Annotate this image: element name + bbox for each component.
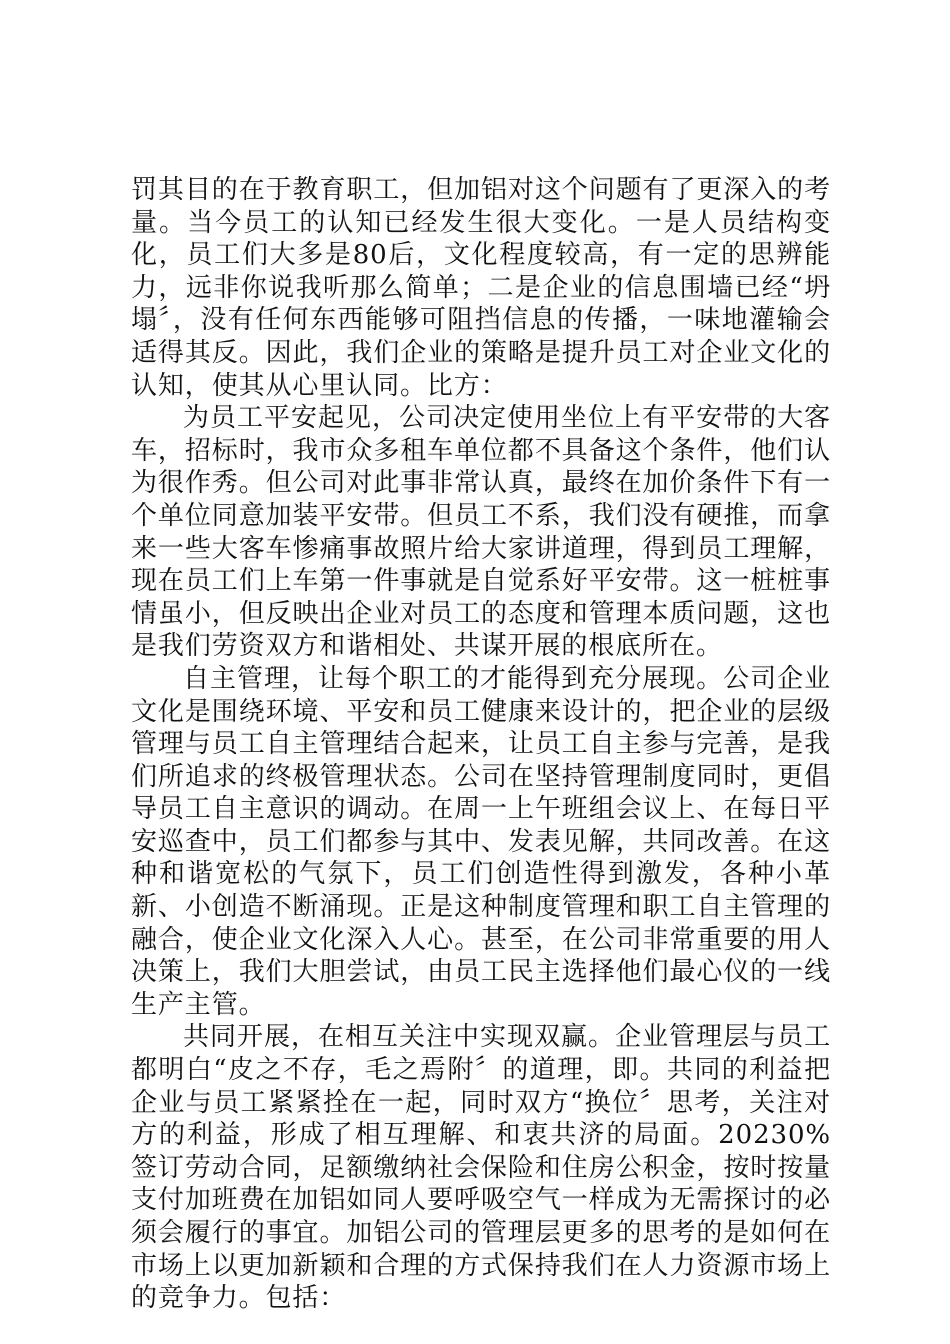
paragraph-seatbelt-example: 为员工平安起见，公司决定使用坐位上有平安带的大客车，招标时，我市众多租车单位都不具备这个条件，他们认为很作秀。但公司对此事非常认真，最终在加价条件下有一个单位同意加装平安带。但员工不系，我们没有硬推，而拿来一些大客车惨痛事故照片给大家讲道理，得到员工理解，现在员工们上车第一件事就是自觉系好平安带。这一桩桩事情虽小，但反映出企业对员工的态度和管理本质问题，这也是我们劳资双方和谐相处、共谋开展的根底所在。 xyxy=(131,403,831,662)
paragraph-self-management: 自主管理，让每个职工的才能得到充分展现。公司企业文化是围绕环境、平安和员工健康来设计的，把企业的层级管理与员工自主管理结合起来，让员工自主参与完善，是我们所追求的终极管理状态。公司在坚持管理制度同时，更倡导员工自主意识的调动。在周一上午班组会议上、在每日平安巡查中，员工们都参与其中、发表见解，共同改善。在这种和谐宽松的气氛下，员工们创造性得到激发，各种小革新、小创造不断涌现。正是这种制度管理和职工自主管理的融合，使企业文化深入人心。甚至，在公司非常重要的用人决策上，我们大胆尝试，由员工民主选择他们最心仪的一线生产主管。 xyxy=(131,663,831,1020)
paragraph-continued: 罚其目的在于教育职工，但加铝对这个问题有了更深入的考量。当今员工的认知已经发生很大变化。一是人员结构变化，员工们大多是80后，文化程度较高，有一定的思辨能力，远非你说我听那么简单；二是企业的信息围墙已经“坍塌〞，没有任何东西能够可阻挡信息的传播，一味地灌输会适得其反。因此，我们企业的策略是提升员工对企业文化的认知，使其从心里认同。比方： xyxy=(131,175,831,401)
paragraph-common-development: 共同开展，在相互关注中实现双赢。企业管理层与员工都明白“皮之不存，毛之焉附〞的道理，即。共同的利益把企业与员工紧紧拴在一起，同时双方“换位〞思考，关注对方的利益，形成了相互理解、和衷共济的局面。20230%签订劳动合同，足额缴纳社会保险和住房公积金，按时按量支付加班费在加铝如同人要呼吸空气一样成为无需探讨的必须会履行的事宜。加铝公司的管理层更多的思考的是如何在市场上以更加新颖和合理的方式保持我们在人力资源市场上的竞争力。包括： xyxy=(131,1022,831,1314)
document-body xyxy=(131,174,831,1315)
